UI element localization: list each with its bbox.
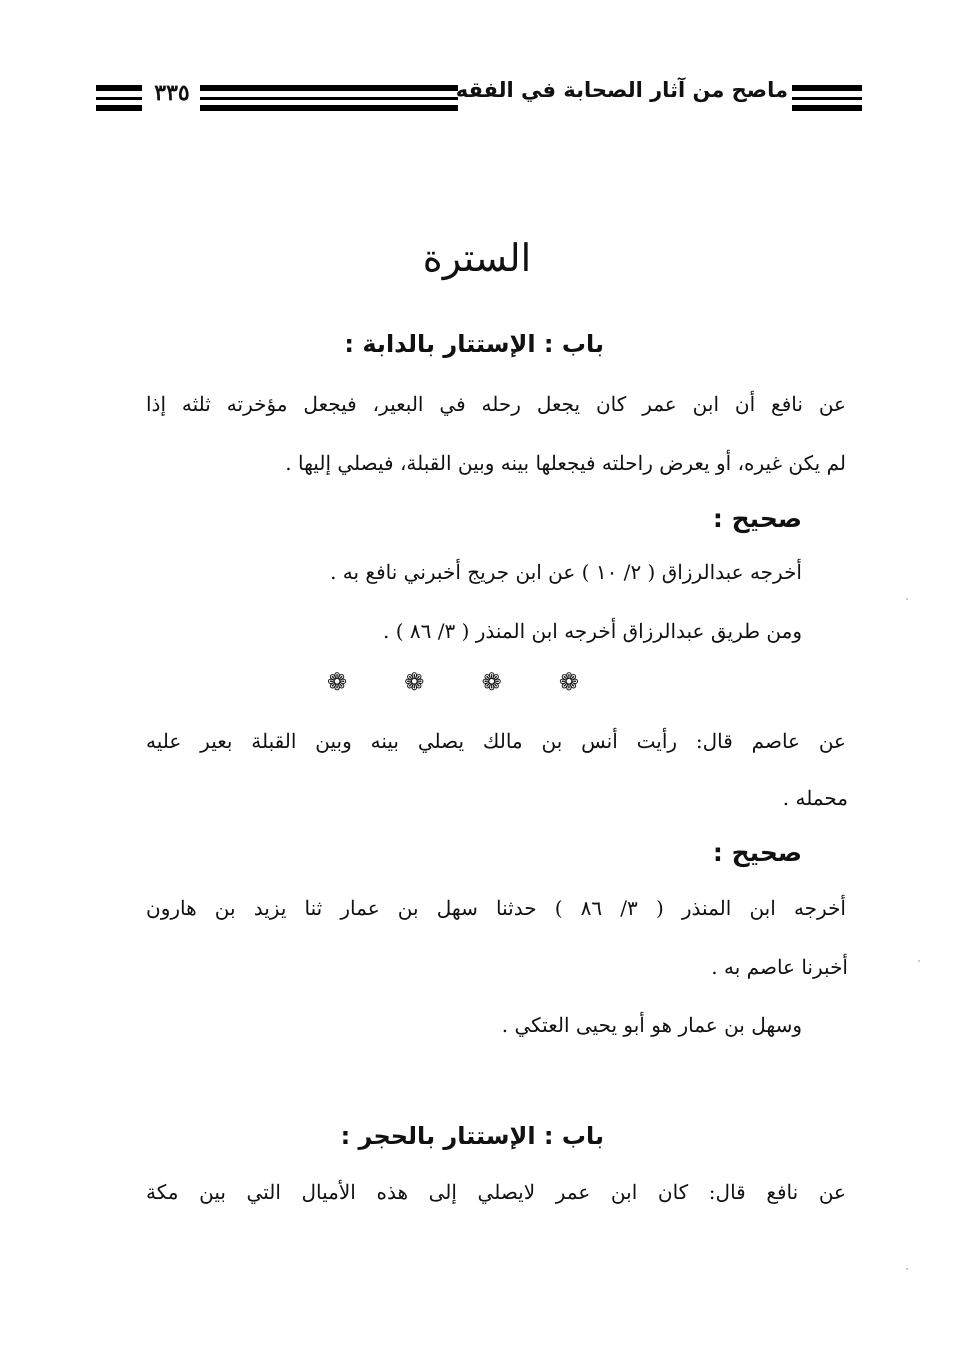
section-heading-stone: باب : الإستتار بالحجر :: [340, 1122, 604, 1150]
hadith-grade: صحيح :: [712, 504, 802, 533]
header-rule-left: [96, 85, 142, 111]
narration-line: لم يكن غيره، أو يعرض راحلته فيجعلها بينه وبين القبلة، فيصلي إليها .: [285, 451, 846, 475]
narration-line: عن نافع أن ابن عمر كان يجعل رحله في البعير، فيجعل مؤخرته ثلثه إذا: [146, 392, 846, 416]
flower-ornament-icon: ❁: [481, 668, 502, 696]
narration-line: عن نافع قال: كان ابن عمر لايصلي إلى هذه الأميال التي بين مكة: [146, 1180, 846, 1204]
scan-speck: [906, 1268, 908, 1270]
takhrij-line: ومن طريق عبدالرزاق أخرجه ابن المنذر ( ٣/ ٨٦ ) .: [383, 619, 802, 643]
flower-ornament-icon: ❁: [326, 668, 348, 696]
takhrij-line: وسهل بن عمار هو أبو يحيى العتكي .: [501, 1013, 802, 1037]
takhrij-line: أخرجه ابن المنذر ( ٣/ ٨٦ ) حدثنا سهل بن عمار ثنا يزيد بن هارون: [146, 896, 846, 920]
running-header: [96, 78, 862, 118]
scan-speck: [906, 598, 908, 600]
section-separator: [322, 668, 584, 696]
scan-speck: [918, 960, 920, 962]
flower-ornament-icon: ❁: [558, 668, 580, 696]
section-heading-riding-animal: باب : الإستتار بالدابة :: [344, 330, 604, 358]
takhrij-line: أخبرنا عاصم به .: [711, 955, 848, 979]
page-number: ٣٣٥: [154, 80, 190, 106]
chapter-title: السترة: [422, 236, 532, 280]
hadith-grade: صحيح :: [712, 838, 802, 867]
book-title: ماصح من آثار الصحابة في الفقه: [455, 78, 788, 102]
takhrij-line: أخرجه عبدالرزاق ( ٢/ ١٠ ) عن ابن جريج أخبرني نافع به .: [330, 560, 802, 584]
flower-ornament-icon: ❁: [404, 668, 425, 696]
header-rule-right: [792, 85, 862, 111]
narration-line: عن عاصم قال: رأيت أنس بن مالك يصلي بينه وبين القبلة بعير عليه: [146, 729, 846, 753]
header-rule-middle: [200, 85, 458, 111]
narration-line: محمله .: [782, 786, 848, 810]
